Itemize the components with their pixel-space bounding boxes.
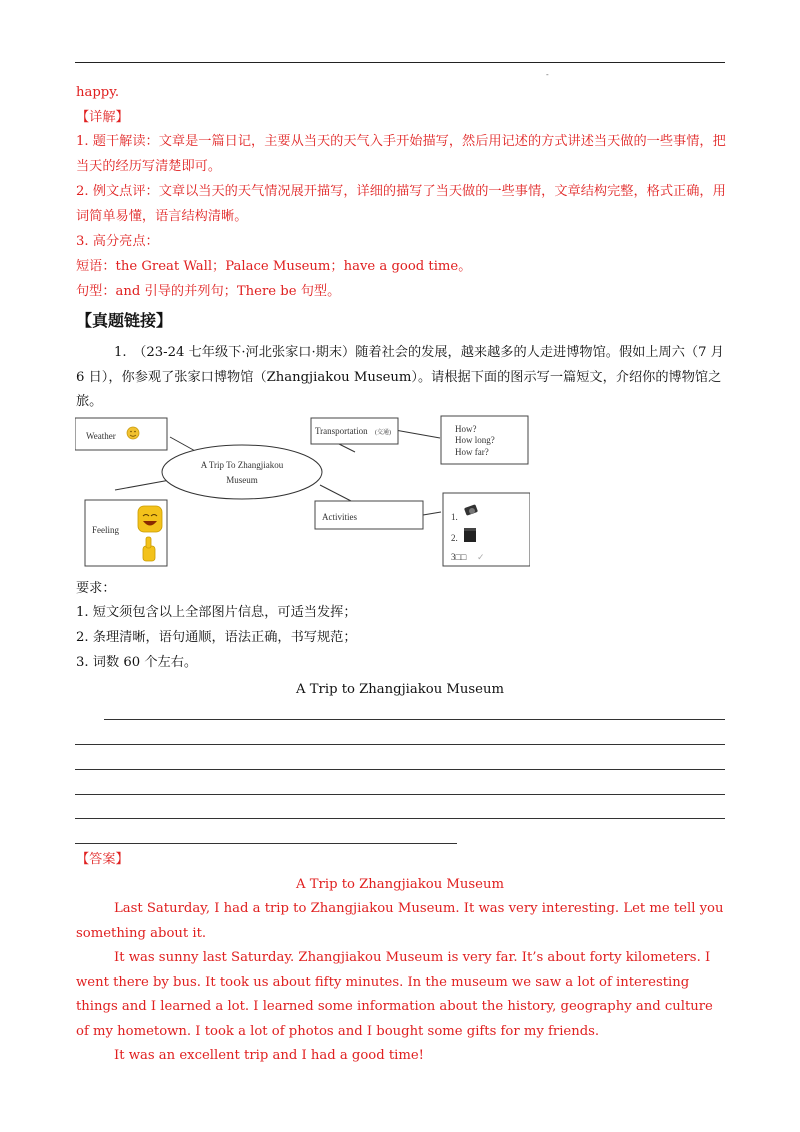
answer-title: A Trip to Zhangjiakou Museum — [296, 877, 504, 892]
question-how-long: How long? — [455, 435, 495, 445]
answer-paragraph-3: It was an excellent trip and I had a good time! — [114, 1048, 424, 1063]
requirement-3: 3. 词数 60 个左右。 — [76, 655, 198, 670]
writing-line — [75, 843, 457, 844]
activity-item-1: 1. — [451, 512, 458, 522]
explanation-sentences: 句型：and 引导的并列句；There be 句型。 — [76, 284, 341, 299]
header-rule — [75, 62, 725, 63]
activity-item-3: 3□□ — [451, 552, 467, 562]
explanation-item-2: 2. 例文点评：文章以当天的天气情况展开描写，详细的描写了当天做的一些事情，文章结构完整，格式正确，用词简单易懂，语言结构清晰。 — [76, 184, 726, 224]
answer-paragraph-1: Last Saturday, I had a trip to Zhangjiakou Museum. It was very interesting. Let me tell you something about it. — [76, 901, 724, 941]
explanation-heading: 【详解】 — [76, 110, 129, 125]
writing-line — [75, 769, 725, 770]
question-how: How? — [455, 424, 477, 434]
previous-answer-tail: happy. — [76, 85, 120, 100]
writing-line — [104, 719, 725, 720]
activity-item-2: 2. — [451, 533, 458, 543]
question-how-far: How far? — [455, 447, 489, 457]
check-icon: ✓ — [477, 552, 485, 562]
transportation-note: (交通) — [375, 430, 391, 436]
center-title-line2: Museum — [226, 475, 258, 485]
mind-map-diagram — [75, 410, 530, 575]
writing-title: A Trip to Zhangjiakou Museum — [296, 682, 504, 697]
sun-icon — [127, 427, 139, 439]
requirements-heading: 要求： — [76, 581, 116, 596]
requirement-2: 2. 条理清晰，语句通顺，语法正确，书写规范； — [76, 630, 357, 645]
transportation-label: Transportation — [315, 426, 368, 436]
explanation-item-1: 1. 题干解读：文章是一篇日记，主要从当天的天气入手开始描写，然后用记述的方式讲述当天做的一些事情，把当天的经历写清楚即可。 — [76, 134, 726, 174]
weather-label: Weather — [86, 431, 116, 441]
writing-line — [75, 818, 725, 819]
answer-paragraph-2: It was sunny last Saturday. Zhangjiakou Museum is very far. It’s about forty kilometers. I went there by bus. It took us about fifty minutes. In the museum we saw a lot of interesting things and I learned a lot. I learned some information about the history, geography and culture of my hometown. I took a lot of photos and I bought some gifts for my friends. — [76, 950, 713, 1039]
header-dot: - — [546, 70, 549, 79]
explanation-phrases: 短语：the Great Wall；Palace Museum；have a good time。 — [76, 259, 472, 274]
question-text: 1. （23-24 七年级下·河北张家口·期末）随着社会的发展，越来越多的人走进博物馆。假如上周六（7 月 6 日），你参观了张家口博物馆（Zhangjiakou Museum）。请根据下面的图示写一篇短文，介绍你的博物馆之旅。 — [76, 345, 724, 409]
section-title: 【真题链接】 — [76, 311, 173, 330]
writing-line — [75, 744, 725, 745]
feeling-label: Feeling — [92, 525, 119, 535]
center-ellipse — [162, 445, 322, 499]
requirement-1: 1. 短文须包含以上全部图片信息，可适当发挥； — [76, 605, 357, 620]
writing-line — [75, 794, 725, 795]
laughing-face-icon — [138, 506, 162, 532]
center-title-line1: A Trip To Zhangjiakou — [200, 460, 284, 470]
answer-heading: 【答案】 — [76, 852, 129, 867]
explanation-item-3: 3. 高分亮点： — [76, 234, 159, 249]
activities-label: Activities — [322, 512, 357, 522]
gift-box-icon — [464, 528, 476, 542]
